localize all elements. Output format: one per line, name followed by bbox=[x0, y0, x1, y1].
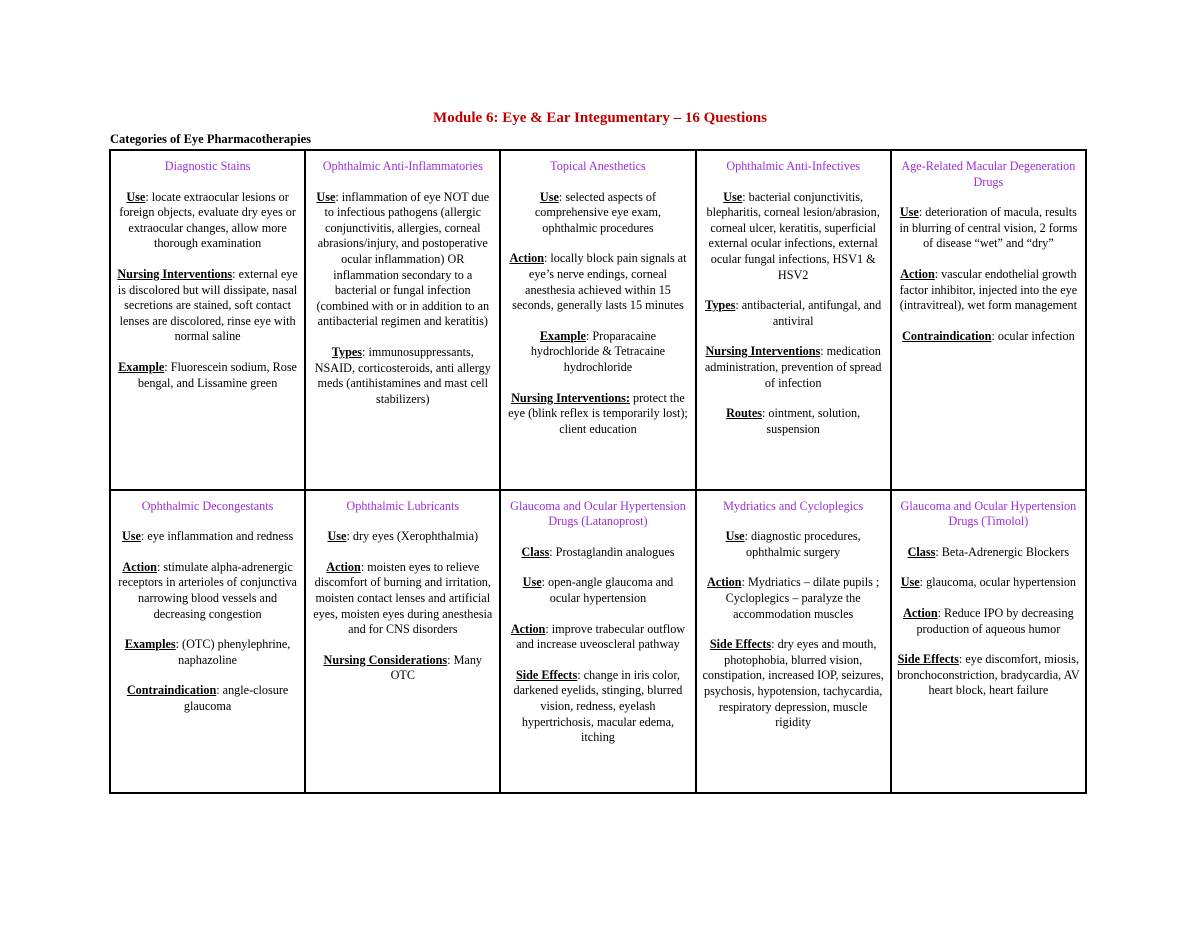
cell-section bbox=[311, 653, 494, 684]
cell-section bbox=[116, 267, 299, 345]
cell-section bbox=[506, 391, 689, 438]
section-text: : Reduce IPO by decreasing production of aqueous humor bbox=[916, 605, 1074, 636]
cell-section bbox=[897, 329, 1080, 345]
section-text: : Many OTC bbox=[390, 652, 483, 683]
section-text: : selected aspects of comprehensive eye exam, ophthalmic procedures bbox=[534, 189, 662, 235]
category-cell bbox=[500, 150, 695, 490]
section-text: : antibacterial, antifungal, and antiviral bbox=[735, 298, 882, 328]
category-title: Ophthalmic Anti-Infectives bbox=[726, 159, 860, 173]
section-text: : eye inflammation and redness bbox=[140, 529, 294, 544]
section-label: Nursing Interventions: bbox=[511, 390, 630, 405]
category-title: Topical Anesthetics bbox=[550, 159, 646, 173]
section-text: : improve trabecular outflow and increase uveoscleral pathway bbox=[516, 621, 686, 652]
category-title: Glaucoma and Ocular Hypertension Drugs (Timolol) bbox=[900, 498, 1077, 529]
section-label: Action bbox=[509, 251, 544, 266]
category-title: Ophthalmic Lubricants bbox=[346, 498, 460, 513]
category-cell bbox=[305, 490, 500, 793]
section-label: Use bbox=[899, 205, 919, 220]
section-text: : vascular endothelial growth factor inhibitor, injected into the eye (intravitreal), wet form management bbox=[899, 266, 1078, 313]
section-text: : dry eyes and mouth, photophobia, blurred vision, constipation, increased IOP, seizures, psychosis, hypotension, tachycardia, respiratory depression, muscle rigidity bbox=[702, 637, 884, 730]
category-title: Glaucoma and Ocular Hypertension Drugs (Latanoprost) bbox=[510, 498, 686, 529]
section-label: Side Effects bbox=[897, 652, 959, 667]
section-label: Example bbox=[539, 328, 586, 343]
category-cell bbox=[696, 490, 891, 793]
cell-section bbox=[116, 360, 299, 391]
cell-section bbox=[506, 190, 689, 237]
cell-section bbox=[116, 560, 299, 622]
category-cell bbox=[110, 490, 305, 793]
section-text: : diagnostic procedures, ophthalmic surgery bbox=[744, 529, 861, 559]
section-label: Nursing Interventions bbox=[117, 266, 233, 281]
section-label: Use bbox=[316, 189, 336, 204]
section-text: : Prostaglandin analogues bbox=[549, 544, 675, 559]
cell-section bbox=[311, 190, 494, 330]
section-label: Use bbox=[539, 189, 559, 204]
section-label: Use bbox=[522, 575, 542, 590]
section-text: : external eye is discolored but will dissipate, nasal secretions are stained, soft contact lenses are discolored, rinse eye with normal saline bbox=[117, 266, 298, 344]
cell-section bbox=[506, 622, 689, 653]
pharmacotherapy-table bbox=[109, 149, 1087, 794]
cell-section bbox=[702, 637, 885, 731]
cell-section bbox=[897, 652, 1080, 699]
section-text: : Proparacaine hydrochloride & Tetracaine hydrochloride bbox=[530, 328, 666, 374]
table-caption: Categories of Eye Pharmacotherapies bbox=[110, 132, 311, 146]
category-cell bbox=[891, 490, 1086, 793]
section-text: : moisten eyes to relieve discomfort of burning and irritation, moisten contact lenses and artificial eyes, moisten eyes during anesthesia and for CNS disorders bbox=[313, 559, 493, 637]
section-text: : ointment, solution, suspension bbox=[762, 406, 861, 436]
section-label: Use bbox=[126, 189, 146, 204]
cell-section bbox=[897, 606, 1080, 637]
section-text: : immunosuppressants, NSAID, corticosteroids, anti allergy meds (antihistamines and mast cell stabilizers) bbox=[314, 344, 491, 406]
cell-section bbox=[506, 545, 689, 561]
section-text: : eye discomfort, miosis, bronchoconstriction, bradycardia, AV heart block, heart failure bbox=[897, 652, 1080, 698]
section-label: Contraindication bbox=[126, 683, 217, 698]
category-cell bbox=[305, 150, 500, 490]
table-row bbox=[110, 490, 1086, 793]
section-text: : locally block pain signals at eye’s nerve endings, corneal anesthesia achieved within 15 seconds, generally lasts 15 minutes bbox=[512, 251, 687, 313]
section-label: Action bbox=[326, 559, 361, 574]
section-text: : ocular infection bbox=[991, 328, 1075, 343]
section-label: Action bbox=[122, 559, 157, 574]
section-label: Use bbox=[121, 529, 141, 544]
section-text: : angle-closure glaucoma bbox=[183, 683, 289, 713]
cell-section bbox=[506, 329, 689, 376]
cell-section bbox=[506, 575, 689, 606]
section-label: Routes bbox=[726, 406, 762, 421]
section-label: Action bbox=[903, 605, 938, 620]
cell-section bbox=[897, 575, 1080, 591]
cell-section bbox=[702, 344, 885, 391]
cell-section bbox=[116, 190, 299, 252]
category-title: Diagnostic Stains bbox=[164, 159, 251, 173]
cell-section bbox=[702, 190, 885, 284]
cell-section bbox=[311, 560, 494, 638]
section-label: Nursing Considerations bbox=[323, 652, 448, 667]
cell-section bbox=[116, 529, 299, 545]
section-text: : Beta-Adrenergic Blockers bbox=[935, 544, 1070, 559]
category-title: Mydriatics and Cycloplegics bbox=[723, 498, 864, 513]
cell-section bbox=[702, 529, 885, 560]
section-label: Side Effects bbox=[709, 637, 772, 652]
cell-section bbox=[116, 683, 299, 714]
section-text: : medication administration, prevention of spread of infection bbox=[704, 344, 882, 390]
section-text: : deterioration of macula, results in blurring of central vision, 2 forms of disease “wet” and “dry” bbox=[899, 205, 1078, 251]
section-label: Action bbox=[510, 621, 546, 636]
section-label: Class bbox=[521, 544, 550, 559]
section-text: : locate extraocular lesions or foreign objects, evaluate dry eyes or extraocular changes, allow more thorough examination bbox=[119, 189, 296, 251]
section-label: Nursing Interventions bbox=[705, 344, 821, 359]
section-text: : open-angle glaucoma and ocular hypertension bbox=[541, 575, 674, 605]
section-text: protect the eye (blink reflex is temporarily lost); client education bbox=[508, 390, 688, 436]
category-title: Ophthalmic Decongestants bbox=[141, 498, 274, 513]
cell-section bbox=[116, 637, 299, 668]
cell-section bbox=[506, 668, 689, 746]
cell-section bbox=[311, 345, 494, 407]
section-label: Side Effects bbox=[515, 667, 578, 682]
category-cell bbox=[696, 150, 891, 490]
section-text: : change in iris color, darkened eyelids, stinging, blurred vision, redness, eyelash hypertrichosis, macular edema, itching bbox=[513, 667, 683, 745]
section-label: Types bbox=[705, 298, 736, 313]
section-text: : dry eyes (Xerophthalmia) bbox=[346, 529, 479, 544]
cell-section bbox=[897, 205, 1080, 252]
category-cell bbox=[500, 490, 695, 793]
section-label: Action bbox=[707, 575, 742, 590]
section-label: Use bbox=[900, 575, 920, 590]
section-label: Examples bbox=[124, 637, 176, 652]
cell-section bbox=[702, 406, 885, 437]
section-text: : Mydriatics – dilate pupils ; Cycloplegics – paralyze the accommodation muscles bbox=[725, 575, 880, 621]
cell-section bbox=[702, 298, 885, 329]
category-title: Ophthalmic Anti-Inflammatories bbox=[322, 159, 483, 173]
section-label: Use bbox=[327, 529, 347, 544]
section-label: Example bbox=[118, 359, 165, 374]
section-label: Types bbox=[331, 344, 363, 359]
section-text: : stimulate alpha-adrenergic receptors in arterioles of conjunctiva narrowing blood vessels and decreasing congestion bbox=[118, 559, 297, 621]
section-text: : glaucoma, ocular hypertension bbox=[919, 575, 1077, 590]
section-label: Use bbox=[725, 529, 745, 544]
section-text: : Fluorescein sodium, Rose bengal, and Lissamine green bbox=[137, 359, 297, 390]
category-cell bbox=[891, 150, 1086, 490]
category-cell bbox=[110, 150, 305, 490]
section-text: : (OTC) phenylephrine, naphazoline bbox=[175, 637, 291, 667]
section-label: Use bbox=[723, 189, 743, 204]
table-row bbox=[110, 150, 1086, 490]
cell-section bbox=[897, 545, 1080, 561]
section-text: : bacterial conjunctivitis, blepharitis, corneal lesion/abrasion, corneal ulcer, keratitis, superficial external ocular infections, external ocular fungal infections, HSV1 & HSV2 bbox=[706, 189, 880, 282]
cell-section bbox=[506, 251, 689, 313]
section-label: Contraindication bbox=[902, 328, 992, 343]
cell-section bbox=[897, 267, 1080, 314]
section-label: Action bbox=[900, 266, 935, 281]
section-text: : inflammation of eye NOT due to infectious pathogens (allergic conjunctivitis, allergies, corneal abrasions/injury, and postoperative ocular inflammation) OR inflammation secondary to a bacterial or fungal infection (combined with or in addition to an antibacterial regimen and keratitis) bbox=[316, 189, 490, 329]
page-title: Module 6: Eye & Ear Integumentary – 16 Questions bbox=[433, 110, 767, 126]
cell-section bbox=[702, 575, 885, 622]
category-title: Age-Related Macular Degeneration Drugs bbox=[901, 159, 1076, 189]
section-label: Class bbox=[907, 544, 936, 559]
cell-section bbox=[311, 529, 494, 545]
